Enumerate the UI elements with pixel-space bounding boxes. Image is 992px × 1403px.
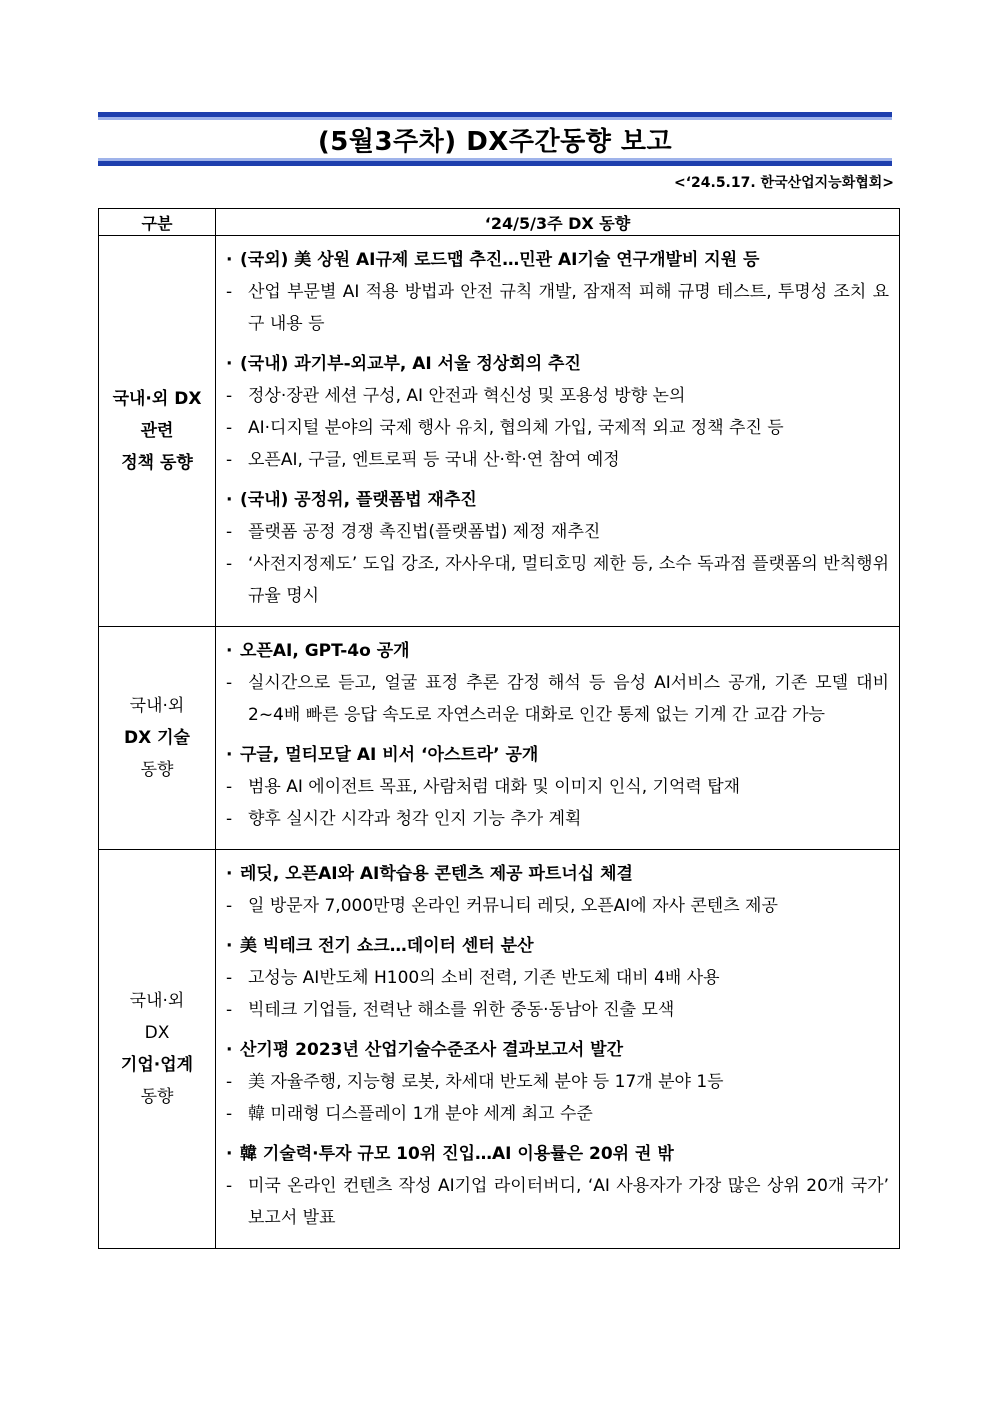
- trend-detail: [226, 771, 889, 803]
- trend-detail-text: ‘사전지정제도’ 도입 강조, 자사우대, 멀티호밍 제한 등, 소수 독과점 플랫폼의 반칙행위 규율 명시: [248, 554, 889, 606]
- dash-marker: -: [226, 450, 233, 470]
- trend-detail-text: 빅테크 기업들, 전력난 해소를 위한 중동·동남아 진출 모색: [248, 1000, 675, 1020]
- trend-detail-text: 고성능 AI반도체 H100의 소비 전력, 기존 반도체 대비 4배 사용: [248, 968, 720, 988]
- trend-detail: [226, 667, 889, 731]
- category-label: 국내·외: [129, 696, 185, 716]
- trend-detail: [226, 994, 889, 1026]
- trend-item: [226, 1138, 889, 1234]
- category-cell: [99, 236, 216, 627]
- trend-item: [226, 484, 889, 612]
- trend-item: [226, 1034, 889, 1130]
- dash-marker: -: [226, 1104, 233, 1124]
- trend-detail: [226, 962, 889, 994]
- trend-detail: [226, 516, 889, 548]
- trend-heading-text: 구글, 멀티모달 AI 비서 ‘아스트라’ 공개: [240, 745, 539, 765]
- trend-heading: [226, 858, 889, 890]
- trend-detail-text: 실시간으로 듣고, 얼굴 표정 추론 감정 해석 등 음성 AI서비스 공개, 기존 모델 대비 2~4배 빠른 응답 속도로 자연스러운 대화로 인간 통제 없는 기계 간 교감 가능: [248, 673, 889, 725]
- trend-detail-text: 일 방문자 7,000만명 온라인 커뮤니티 레딧, 오픈AI에 자사 콘텐츠 제공: [248, 896, 778, 916]
- trend-detail: [226, 890, 889, 922]
- trend-heading-text: 오픈AI, GPT-4o 공개: [240, 641, 410, 661]
- trend-detail: [226, 276, 889, 340]
- trend-heading-text: (국내) 공정위, 플랫폼법 재추진: [240, 490, 477, 510]
- content-cell: [216, 627, 900, 850]
- bullet-marker: ·: [226, 641, 233, 661]
- trend-detail: [226, 380, 889, 412]
- trend-heading-text: 韓 기술력·투자 규모 10위 진입…AI 이용률은 20위 권 밖: [240, 1144, 674, 1164]
- bullet-marker: ·: [226, 490, 233, 510]
- trend-heading-text: 산기평 2023년 산업기술수준조사 결과보고서 발간: [240, 1040, 624, 1060]
- trend-detail: [226, 548, 889, 612]
- trend-detail-text: 향후 실시간 시각과 청각 인지 기능 추가 계획: [248, 809, 582, 829]
- bullet-marker: ·: [226, 936, 233, 956]
- bullet-marker: ·: [226, 250, 233, 270]
- trend-detail: [226, 1098, 889, 1130]
- category-label: 국내·외: [129, 991, 185, 1011]
- trend-item: [226, 739, 889, 835]
- dash-marker: -: [226, 673, 233, 693]
- trend-detail: [226, 444, 889, 476]
- table-row: [99, 850, 900, 1249]
- table-header-row: [99, 209, 900, 236]
- trend-detail-text: AI·디지털 분야의 국제 행사 유치, 협의체 가입, 국제적 외교 정책 추진 등: [248, 418, 784, 438]
- dash-marker: -: [226, 809, 233, 829]
- dash-marker: -: [226, 522, 233, 542]
- table-row: [99, 236, 900, 627]
- page-title: (5월3주차) DX주간동향 보고: [317, 126, 673, 157]
- trend-heading: [226, 930, 889, 962]
- trend-detail: [226, 1066, 889, 1098]
- trend-heading-text: 레딧, 오픈AI와 AI학습용 콘텐츠 제공 파트너십 체결: [240, 864, 633, 884]
- trend-item: [226, 635, 889, 731]
- trend-detail: [226, 803, 889, 835]
- header-trends: ‘24/5/3주 DX 동향: [216, 209, 900, 236]
- bullet-marker: ·: [226, 1144, 233, 1164]
- trend-detail-text: 산업 부문별 AI 적용 방법과 안전 규칙 개발, 잠재적 피해 규명 테스트, 투명성 조치 요구 내용 등: [248, 282, 889, 334]
- source-date: <‘24.5.17. 한국산업지능화협회>: [673, 175, 894, 191]
- trend-item: [226, 858, 889, 922]
- trend-heading: [226, 244, 889, 276]
- trend-heading: [226, 1138, 889, 1170]
- title-banner: [98, 112, 892, 166]
- trend-heading: [226, 635, 889, 667]
- trend-heading-text: 美 빅테크 전기 쇼크…데이터 센터 분산: [240, 936, 534, 956]
- header-category: 구분: [99, 209, 216, 236]
- category-label: DX: [144, 1023, 170, 1043]
- category-cell: [99, 850, 216, 1249]
- trend-heading: [226, 1034, 889, 1066]
- category-label: 관련: [140, 421, 174, 441]
- bullet-marker: ·: [226, 745, 233, 765]
- dash-marker: -: [226, 554, 233, 574]
- category-cell: [99, 627, 216, 850]
- dash-marker: -: [226, 282, 233, 302]
- trend-table: [98, 208, 900, 1249]
- category-label: 국내·외 DX: [112, 389, 202, 409]
- trend-item: [226, 348, 889, 476]
- trend-item: [226, 930, 889, 1026]
- dash-marker: -: [226, 386, 233, 406]
- trend-detail-text: 미국 온라인 컨텐츠 작성 AI기업 라이터버디, ‘AI 사용자가 가장 많은 상위 20개 국가’ 보고서 발표: [248, 1176, 889, 1228]
- dash-marker: -: [226, 968, 233, 988]
- trend-detail-text: 범용 AI 에이전트 목표, 사람처럼 대화 및 이미지 인식, 기억력 탑재: [248, 777, 741, 797]
- trend-heading-text: (국내) 과기부-외교부, AI 서울 정상회의 추진: [240, 354, 581, 374]
- dash-marker: -: [226, 777, 233, 797]
- trend-detail-text: 美 자율주행, 지능형 로봇, 차세대 반도체 분야 등 17개 분야 1등: [248, 1072, 724, 1092]
- trend-detail-text: 오픈AI, 구글, 엔트로픽 등 국내 산·학·연 참여 예정: [248, 450, 620, 470]
- category-label: 기업·업계: [120, 1055, 194, 1075]
- trend-heading: [226, 484, 889, 516]
- trend-heading: [226, 739, 889, 771]
- trend-detail: [226, 1170, 889, 1234]
- content-cell: [216, 850, 900, 1249]
- trend-detail-text: 정상·장관 세션 구성, AI 안전과 혁신성 및 포용성 방향 논의: [248, 386, 686, 406]
- trend-detail: [226, 412, 889, 444]
- bullet-marker: ·: [226, 864, 233, 884]
- category-label: DX 기술: [124, 728, 190, 748]
- trend-heading: [226, 348, 889, 380]
- dash-marker: -: [226, 896, 233, 916]
- category-label: 정책 동향: [121, 453, 193, 473]
- dash-marker: -: [226, 1000, 233, 1020]
- content-cell: [216, 236, 900, 627]
- trend-item: [226, 244, 889, 340]
- bullet-marker: ·: [226, 1040, 233, 1060]
- table-row: [99, 627, 900, 850]
- category-label: 동향: [140, 760, 174, 780]
- trend-heading-text: (국외) 美 상원 AI규제 로드맵 추진…민관 AI기술 연구개발비 지원 등: [240, 250, 760, 270]
- dash-marker: -: [226, 418, 233, 438]
- trend-detail-text: 韓 미래형 디스플레이 1개 분야 세계 최고 수준: [248, 1104, 593, 1124]
- category-label: 동향: [140, 1087, 174, 1107]
- bullet-marker: ·: [226, 354, 233, 374]
- dash-marker: -: [226, 1072, 233, 1092]
- trend-detail-text: 플랫폼 공정 경쟁 촉진법(플랫폼법) 제정 재추진: [248, 522, 601, 542]
- dash-marker: -: [226, 1176, 233, 1196]
